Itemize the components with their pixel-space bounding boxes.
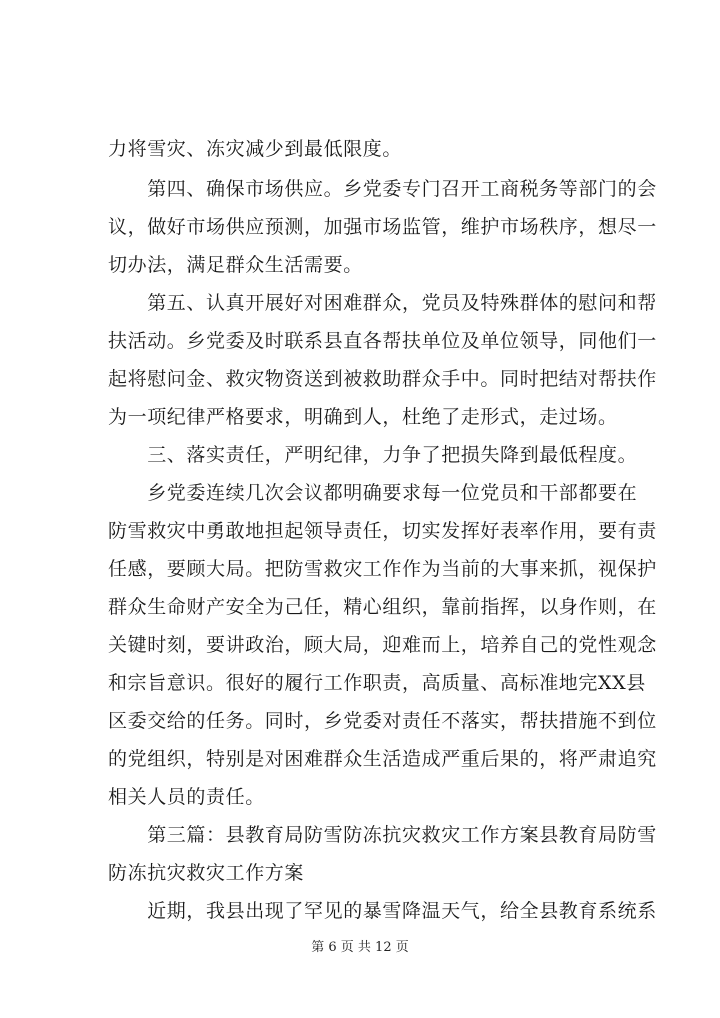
section-heading: 三、落实责任，严明纪律，力争了把损失降到最低程度。 [108, 444, 638, 466]
text-line: 群众生命财产安全为己任，精心组织，靠前指挥，以身作则，在 [108, 596, 657, 618]
article-title-line: 防冻抗灾救灾工作方案 [108, 862, 305, 884]
text-line: 相关人员的责任。 [108, 786, 265, 808]
text-line: 区委交给的任务。同时，乡党委对责任不落实，帮扶措施不到位 [108, 710, 657, 732]
text-line: 和宗旨意识。很好的履行工作职责，高质量、高标准地完XX县 [108, 672, 646, 694]
text-line: 扶活动。乡党委及时联系县直各帮扶单位及单位领导，同他们一 [108, 330, 657, 352]
text-line: 第四、确保市场供应。乡党委专门召开工商税务等部门的会 [108, 178, 657, 200]
text-line: 力将雪灾、冻灾减少到最低限度。 [108, 138, 403, 160]
page-number-footer: 第 6 页 共 12 页 [311, 940, 409, 955]
text-line: 关键时刻，要讲政治，顾大局，迎难而上，培养自己的党性观念 [108, 634, 657, 656]
article-title-line: 第三篇：县教育局防雪防冻抗灾救灾工作方案县教育局防雪 [108, 824, 657, 846]
text-line: 为一项纪律严格要求，明确到人，杜绝了走形式，走过场。 [108, 406, 618, 428]
text-line: 任感，要顾大局。把防雪救灾工作作为当前的大事来抓，视保护 [108, 558, 657, 580]
text-line: 切办法，满足群众生活需要。 [108, 254, 363, 276]
text-line: 第五、认真开展好对困难群众，党员及特殊群体的慰问和帮 [108, 292, 657, 314]
text-line: 近期，我县出现了罕见的暴雪降温天气，给全县教育系统系 [108, 900, 657, 922]
text-line: 的党组织，特别是对困难群众生活造成严重后果的，将严肃追究 [108, 748, 657, 770]
text-line: 起将慰问金、救灾物资送到被救助群众手中。同时把结对帮扶作 [108, 368, 657, 390]
text-line: 防雪救灾中勇敢地担起领导责任，切实发挥好表率作用，要有责 [108, 520, 657, 542]
text-line: 乡党委连续几次会议都明确要求每一位党员和干部都要在 [108, 482, 638, 504]
text-line: 议，做好市场供应预测，加强市场监管，维护市场秩序，想尽一 [108, 216, 657, 238]
